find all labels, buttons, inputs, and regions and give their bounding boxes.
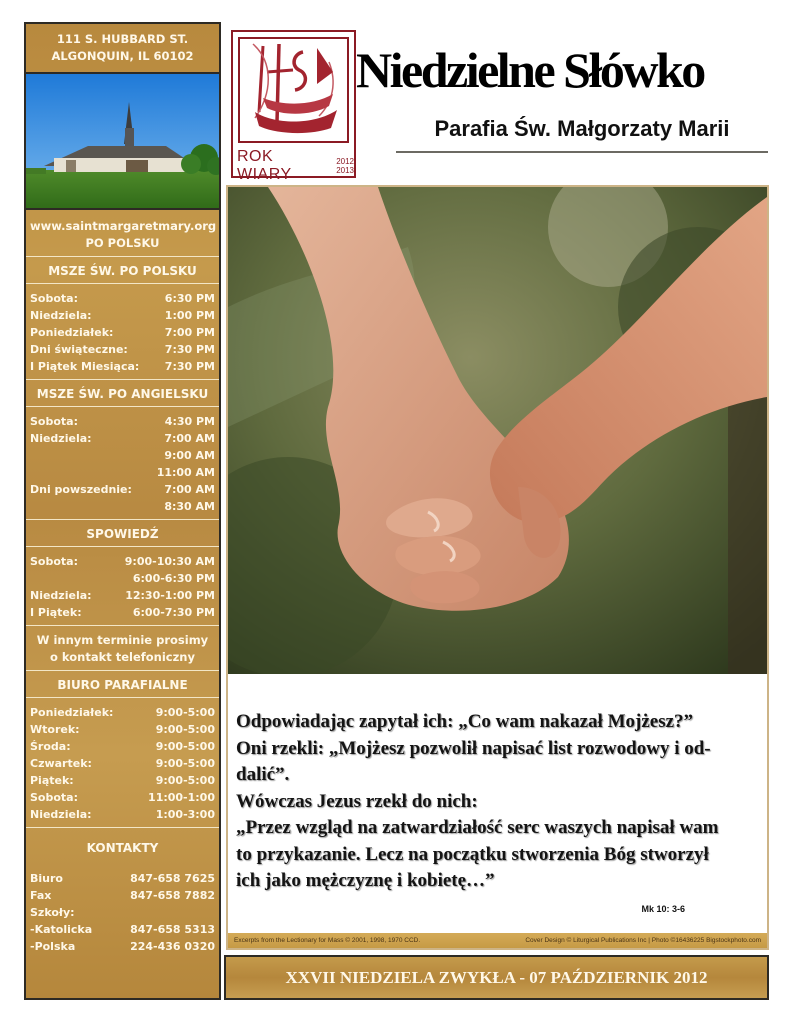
lectionary-credit: Excerpts from the Lectionary for Mass © 2001, 1998, 1970 CCD.: [234, 937, 421, 944]
divider: [26, 256, 219, 257]
quote-line: dalić”.: [236, 764, 290, 785]
office-title: BIURO PARAFIALNE: [57, 678, 188, 692]
schedule-label: Poniedziałek:: [30, 326, 114, 339]
parish-address: [26, 24, 219, 74]
schedule-label: Niedziela:: [30, 589, 92, 602]
church-image: [26, 74, 219, 210]
logo-years: [336, 157, 354, 175]
schedule-row: [30, 553, 215, 570]
schedule-row: [30, 481, 215, 498]
website-link[interactable]: www.saintmargaretmary.org: [30, 219, 217, 233]
polish-masses-list: [30, 290, 215, 375]
polish-masses-title: MSZE ŚW. PO POLSKU: [48, 264, 197, 278]
logo-caption: [237, 148, 354, 184]
english-masses-list: [30, 413, 215, 515]
quote-line: „Przez wzgląd na zatwardziałość serc waszych napisał wam: [236, 817, 719, 838]
schedule-value: 1:00-3:00: [155, 808, 215, 821]
schedule-value: 9:00-10:30 AM: [124, 555, 215, 568]
sidebar: [24, 22, 221, 1000]
schedule-value: 1:00 PM: [164, 309, 215, 322]
divider: [26, 625, 219, 626]
schedule-row: [30, 806, 215, 823]
quote-line: Wówczas Jezus rzekł do nich:: [236, 790, 478, 812]
schedule-value: 6:00-6:30 PM: [132, 572, 215, 585]
schedule-value: 4:30 PM: [164, 415, 215, 428]
website-subtitle: PO POLSKU: [85, 236, 160, 250]
scripture-citation: Mk 10: 3-6: [641, 904, 685, 914]
church-photo: [26, 74, 219, 210]
schedule-label: Biuro: [30, 872, 63, 885]
contacts-title: KONTAKTY: [86, 841, 159, 855]
schedule-row: [30, 789, 215, 806]
schedule-label: Szkoły:: [30, 906, 75, 919]
schedule-label: Piątek:: [30, 774, 74, 787]
holding-hands-photo: [228, 187, 767, 674]
quote-line: to przykazanie. Lecz na początku stworzenia Bóg stworzył: [236, 843, 709, 865]
schedule-row: [30, 738, 215, 755]
schedule-row: [30, 604, 215, 621]
divider: [26, 670, 219, 671]
schedule-row: [30, 498, 215, 515]
schedule-value: 7:00 PM: [164, 326, 215, 339]
schedule-value: 847-658 7625: [130, 872, 215, 885]
address-line-2: ALGONQUIN, IL 60102: [51, 49, 194, 63]
schedule-row: [30, 447, 215, 464]
confession-list: [30, 553, 215, 621]
schedule-value: 6:00-7:30 PM: [132, 606, 215, 619]
divider: [26, 406, 219, 407]
schedule-label: I Piątek:: [30, 606, 82, 619]
schedule-value: 12:30-1:00 PM: [125, 589, 215, 602]
divider: [26, 827, 219, 828]
schedule-label: Środa:: [30, 740, 71, 753]
scripture-quote: [236, 709, 764, 895]
schedule-label: Dni powszednie:: [30, 483, 132, 496]
schedule-row: [30, 341, 215, 358]
schedule-row: [30, 290, 215, 307]
schedule-value: 11:00-1:00: [148, 791, 215, 804]
schedule-row: [30, 721, 215, 738]
english-masses-title: MSZE ŚW. PO ANGIELSKU: [36, 387, 209, 401]
divider: [26, 283, 219, 284]
credits-bar: [228, 933, 767, 948]
design-credit: Cover Design © Liturgical Publications Inc | Photo ©16436225 Bigstockphoto.com: [525, 937, 761, 944]
parish-name: Parafia Św. Małgorzaty Marii: [434, 116, 730, 141]
schedule-label: -Polska: [30, 940, 76, 953]
schedule-value: 847-658 5313: [130, 923, 215, 936]
holding-hands-image: [228, 187, 767, 674]
logo-year-end: 2013: [336, 166, 354, 175]
quote-line: Oni rzekli: „Mojżesz pozwolił napisać list rozwodowy i od-: [236, 737, 711, 759]
schedule-row: [30, 464, 215, 481]
schedule-value: 9:00 AM: [164, 449, 215, 462]
schedule-value: 6:30 PM: [164, 292, 215, 305]
sidebar-body: [26, 210, 219, 955]
schedule-row: [30, 887, 215, 904]
schedule-label: Niedziela:: [30, 808, 92, 821]
schedule-label: I Piątek Miesiąca:: [30, 360, 140, 373]
schedule-label: Poniedziałek:: [30, 706, 114, 719]
schedule-value: 9:00-5:00: [155, 774, 215, 787]
contacts-list: [30, 870, 215, 955]
office-hours-list: [30, 704, 215, 823]
schedule-value: 9:00-5:00: [155, 740, 215, 753]
sunday-banner: [224, 955, 769, 1000]
address-line-1: 111 S. HUBBARD ST.: [56, 32, 189, 46]
schedule-row: [30, 307, 215, 324]
schedule-value: 7:00 AM: [164, 483, 215, 496]
year-of-faith-logo: [231, 30, 356, 183]
quote-line: Odpowiadając zapytał ich: „Co wam nakazał Mojżesz?”: [236, 711, 694, 732]
schedule-label: Niedziela:: [30, 432, 92, 445]
schedule-row: [30, 904, 215, 921]
schedule-label: Dni świąteczne:: [30, 343, 128, 356]
schedule-label: Sobota:: [30, 292, 78, 305]
schedule-value: 9:00-5:00: [155, 706, 215, 719]
sunday-banner-text: XXVII NIEDZIELA ZWYKŁA - 07 PAŹDZIERNIK 2012: [285, 967, 708, 987]
divider: [26, 697, 219, 698]
divider: [26, 379, 219, 380]
cover-panel: [226, 185, 769, 950]
schedule-row: [30, 570, 215, 587]
confession-title: SPOWIEDŹ: [86, 527, 159, 541]
title-divider: [396, 151, 768, 153]
schedule-value: 847-658 7882: [130, 889, 215, 902]
schedule-row: [30, 755, 215, 772]
schedule-value: 11:00 AM: [156, 466, 215, 479]
schedule-label: Fax: [30, 889, 52, 902]
schedule-row: [30, 772, 215, 789]
schedule-row: [30, 921, 215, 938]
schedule-value: 7:30 PM: [164, 343, 215, 356]
newsletter-title: Niedzielne Słówko: [356, 42, 704, 98]
schedule-label: Czwartek:: [30, 757, 92, 770]
divider: [26, 546, 219, 547]
confession-note-1: W innym terminie prosimy: [36, 633, 209, 647]
schedule-label: Sobota:: [30, 791, 78, 804]
schedule-value: 7:30 PM: [164, 360, 215, 373]
schedule-value: 7:00 AM: [164, 432, 215, 445]
confession-note-2: o kontakt telefoniczny: [49, 650, 195, 664]
schedule-value: 8:30 AM: [164, 500, 215, 513]
schedule-label: Wtorek:: [30, 723, 80, 736]
schedule-row: [30, 704, 215, 721]
divider: [26, 519, 219, 520]
schedule-label: -Katolicka: [30, 923, 93, 936]
schedule-row: [30, 430, 215, 447]
schedule-row: [30, 413, 215, 430]
schedule-row: [30, 938, 215, 955]
schedule-value: 224-436 0320: [130, 940, 215, 953]
schedule-label: Niedziela:: [30, 309, 92, 322]
schedule-label: Sobota:: [30, 415, 78, 428]
schedule-row: [30, 870, 215, 887]
schedule-value: 9:00-5:00: [155, 723, 215, 736]
logo-text: ROK WIARY: [237, 148, 292, 183]
logo-year-start: 2012: [336, 157, 354, 166]
schedule-row: [30, 358, 215, 375]
schedule-value: 9:00-5:00: [155, 757, 215, 770]
schedule-label: Sobota:: [30, 555, 78, 568]
schedule-row: [30, 324, 215, 341]
quote-line: ich jako mężczyznę i kobietę…”: [236, 870, 495, 891]
schedule-row: [30, 587, 215, 604]
